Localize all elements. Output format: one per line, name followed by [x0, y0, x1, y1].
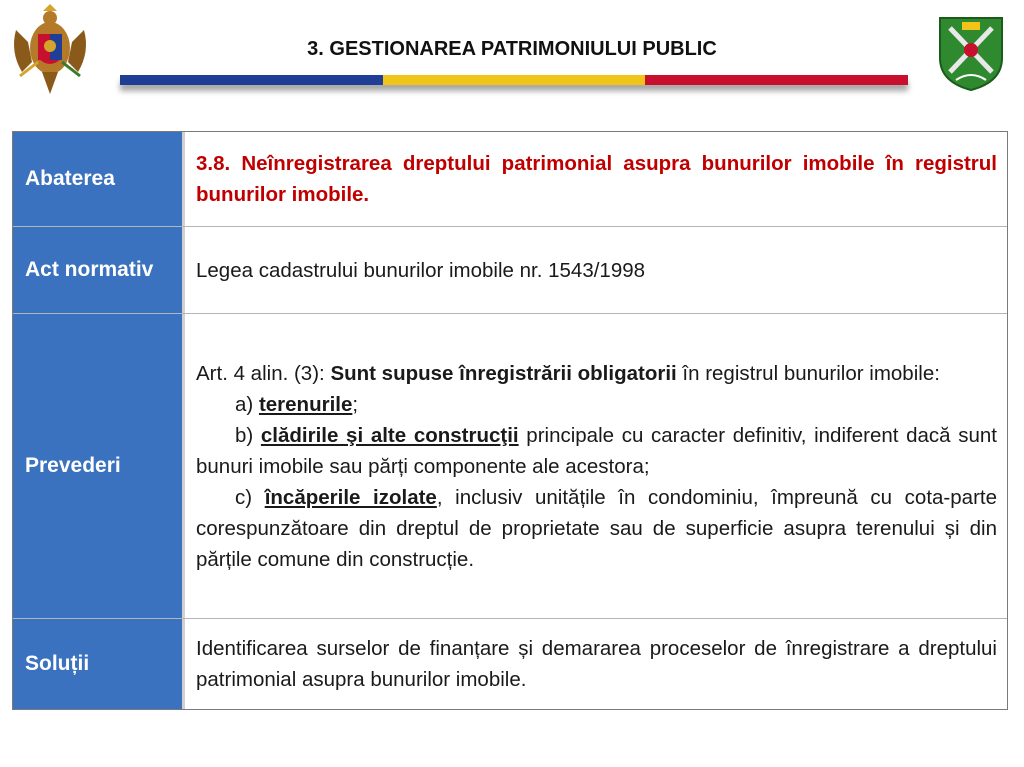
solutii-text: Identificarea surselor de finanțare și demararea proceselor de înregistrare a dreptului patrimonial asupra bunurilor imobile.: [196, 637, 997, 691]
act-normativ-text: Legea cadastrului bunurilor imobile nr. 1543/1998: [196, 258, 646, 282]
item-a-prefix: a): [235, 392, 259, 416]
info-table: [12, 131, 1008, 710]
item-b: [196, 420, 997, 482]
item-a-bold: terenurile: [258, 392, 353, 416]
row-content-act-normativ: [185, 227, 1007, 313]
tricolor-blue: [120, 75, 383, 85]
table-row-prevederi: [13, 313, 1007, 618]
row-label-abaterea: Abaterea: [13, 132, 185, 226]
table-row-act-normativ: [13, 226, 1007, 313]
article-paragraph: [196, 358, 997, 389]
tricolor-divider: [120, 75, 908, 85]
table-row-abaterea: [13, 132, 1007, 226]
row-content-prevederi: [185, 314, 1007, 618]
row-label-solutii: Soluții: [13, 619, 185, 709]
tricolor-red: [645, 75, 908, 85]
row-content-abaterea: [185, 132, 1007, 226]
tricolor-yellow: [383, 75, 646, 85]
item-b-bold: clădirile şi alte construcţii: [260, 423, 519, 447]
article-suffix: în registrul bunurilor imobile:: [676, 361, 940, 385]
row-label-prevederi: Prevederi: [13, 314, 185, 618]
item-c: [196, 482, 997, 575]
item-b-suffix: principale cu caracter definitiv, indiferent dacă sunt bunuri imobile sau părți componente ale acestora;: [196, 423, 997, 478]
item-a-suffix: ;: [352, 392, 359, 416]
row-label-act-normativ: Act normativ: [13, 227, 185, 313]
row-content-solutii: [185, 619, 1007, 709]
item-c-suffix: , inclusiv unitățile în condominiu, împreună cu cota-parte corespunzătoare din dreptul de proprietate sau de superficie asupra terenului și din părțile comune din construcție.: [196, 485, 997, 571]
article-prefix: Art. 4 alin. (3):: [196, 361, 331, 385]
item-b-prefix: b): [235, 423, 261, 447]
item-c-bold: încăperile izolate: [264, 485, 437, 509]
table-row-solutii: [13, 618, 1007, 709]
article-bold: Sunt supuse înregistrării obligatorii: [330, 361, 677, 385]
page-title: 3. GESTIONAREA PATRIMONIULUI PUBLIC: [307, 38, 717, 60]
item-a: [196, 389, 997, 420]
abaterea-text: 3.8. Neînregistrarea dreptului patrimonial asupra bunurilor imobile în registrul bunurilor imobile.: [196, 152, 997, 206]
item-c-prefix: c): [235, 485, 265, 509]
